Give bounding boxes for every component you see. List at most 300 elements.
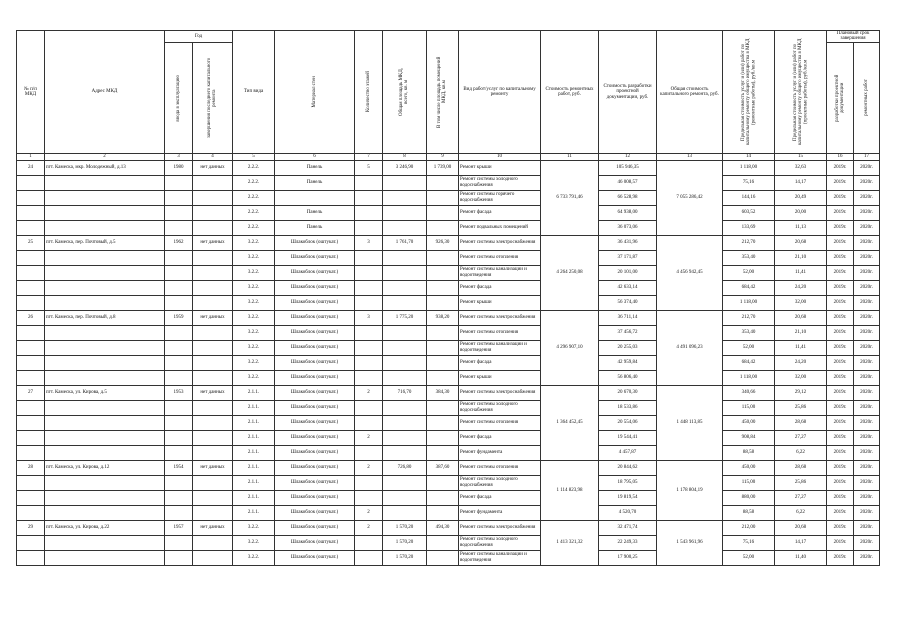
total-cost-cell: 4 491 096,23 <box>657 310 723 385</box>
term-design-cell: 2019г. <box>827 280 854 295</box>
term-design-cell: 2019г. <box>827 505 854 520</box>
limit-design-cell: 20,00 <box>775 205 827 220</box>
header-limit-repair: Предельная стоимость услуг и (или) работ по капитальному ремонту общего имущества в МКД (ремонтные работы), руб./кв.м <box>723 31 775 154</box>
rooms-area-cell <box>427 280 459 295</box>
mkd-number-cell: 28 <box>17 460 45 475</box>
repair-cost-cell: 4 264 250,08 <box>541 235 599 310</box>
mkd-number-cell <box>17 250 45 265</box>
total-area-cell <box>383 445 427 460</box>
total-area-cell <box>383 190 427 205</box>
term-design-cell: 2019г. <box>827 325 854 340</box>
capital-repair-table <box>16 30 880 566</box>
address-cell <box>45 220 165 235</box>
floors-cell: 2 <box>355 430 383 445</box>
rooms-area-cell: 494,30 <box>427 520 459 535</box>
mkd-number-cell <box>17 280 45 295</box>
design-cost-cell: 56 374,40 <box>599 295 657 310</box>
address-cell <box>45 280 165 295</box>
wall-material-cell: Шлакоблок (оштукат.) <box>275 490 355 505</box>
total-area-cell <box>383 265 427 280</box>
last-repair-cell <box>193 340 233 355</box>
limit-repair-cell: 1 118,00 <box>723 370 775 385</box>
limit-repair-cell: 52,00 <box>723 340 775 355</box>
type-cell: 2.2.2. <box>233 190 275 205</box>
commissioning-year-cell <box>165 265 193 280</box>
design-cost-cell: 4 457,87 <box>599 445 657 460</box>
column-number: 8 <box>383 153 427 160</box>
mkd-number-cell <box>17 205 45 220</box>
address-cell <box>45 370 165 385</box>
total-area-cell <box>383 325 427 340</box>
mkd-number-cell <box>17 295 45 310</box>
repair-cost-cell: 1 114 823,98 <box>541 460 599 520</box>
limit-repair-cell: 88,58 <box>723 505 775 520</box>
address-cell <box>45 355 165 370</box>
header-repair-cost: Стоимость ремонтных работ, руб. <box>541 31 599 154</box>
type-cell: 3.2.2. <box>233 280 275 295</box>
wall-material-cell: Шлакоблок (оштукат.) <box>275 505 355 520</box>
rooms-area-cell <box>427 340 459 355</box>
design-cost-cell: 20 670,30 <box>599 385 657 400</box>
last-repair-cell <box>193 550 233 565</box>
rooms-area-cell: 1 739,00 <box>427 160 459 175</box>
commissioning-year-cell <box>165 250 193 265</box>
term-design-cell: 2019г. <box>827 370 854 385</box>
table-row <box>17 445 880 460</box>
total-area-cell <box>383 400 427 415</box>
term-repair-cell: 2020г. <box>854 295 880 310</box>
header-total-cost: Общая стоимость капитального ремонта, руб. <box>657 31 723 154</box>
floors-cell <box>355 370 383 385</box>
floors-cell <box>355 475 383 490</box>
type-cell: 2.1.1. <box>233 400 275 415</box>
term-design-cell: 2019г. <box>827 340 854 355</box>
wall-material-cell: Шлакоблок (оштукат.) <box>275 265 355 280</box>
type-cell: 3.2.2. <box>233 295 275 310</box>
commissioning-year-cell: 1962 <box>165 235 193 250</box>
work-type-cell: Ремонт фундамента <box>459 505 541 520</box>
header-mkd-number: № п/п МКД <box>17 31 45 154</box>
last-repair-cell <box>193 175 233 190</box>
limit-design-cell: 27,27 <box>775 430 827 445</box>
address-cell <box>45 340 165 355</box>
last-repair-cell: нет данных <box>193 235 233 250</box>
type-cell: 3.2.2. <box>233 265 275 280</box>
limit-design-cell: 21,10 <box>775 325 827 340</box>
term-repair-cell: 2020г. <box>854 205 880 220</box>
term-repair-cell: 2020г. <box>854 535 880 550</box>
work-type-cell: Ремонт системы канализации и водоотведения <box>459 340 541 355</box>
mkd-number-cell <box>17 475 45 490</box>
total-area-cell: 1 570,20 <box>383 535 427 550</box>
term-repair-cell: 2020г. <box>854 430 880 445</box>
type-cell: 3.2.2. <box>233 235 275 250</box>
last-repair-cell <box>193 475 233 490</box>
wall-material-cell: Шлакоблок (оштукат.) <box>275 535 355 550</box>
limit-design-cell: 25,86 <box>775 400 827 415</box>
term-design-cell: 2019г. <box>827 475 854 490</box>
commissioning-year-cell <box>165 220 193 235</box>
table-row <box>17 280 880 295</box>
wall-material-cell: Шлакоблок (оштукат.) <box>275 355 355 370</box>
commissioning-year-cell <box>165 430 193 445</box>
limit-design-cell: 32,00 <box>775 295 827 310</box>
last-repair-cell <box>193 250 233 265</box>
limit-design-cell: 11,41 <box>775 265 827 280</box>
header-type: Тип вида <box>233 31 275 154</box>
limit-design-cell: 24,20 <box>775 280 827 295</box>
mkd-number-cell <box>17 490 45 505</box>
rooms-area-cell <box>427 220 459 235</box>
limit-repair-cell: 908,84 <box>723 430 775 445</box>
header-term-design: разработки проектной документации <box>827 42 854 153</box>
rooms-area-cell <box>427 325 459 340</box>
commissioning-year-cell <box>165 475 193 490</box>
floors-cell: 3 <box>355 310 383 325</box>
total-area-cell: 3 246,90 <box>383 160 427 175</box>
limit-design-cell: 32,63 <box>775 160 827 175</box>
term-repair-cell: 2020г. <box>854 445 880 460</box>
last-repair-cell <box>193 535 233 550</box>
work-type-cell: Ремонт подвальных помещений <box>459 220 541 235</box>
term-repair-cell: 2020г. <box>854 220 880 235</box>
term-design-cell: 2019г. <box>827 265 854 280</box>
address-cell <box>45 535 165 550</box>
rooms-area-cell <box>427 175 459 190</box>
total-area-cell <box>383 175 427 190</box>
limit-design-cell: 20,49 <box>775 190 827 205</box>
column-number: 15 <box>775 153 827 160</box>
address-cell <box>45 445 165 460</box>
term-design-cell: 2019г. <box>827 430 854 445</box>
term-repair-cell: 2020г. <box>854 280 880 295</box>
limit-design-cell: 11,41 <box>775 340 827 355</box>
mkd-number-cell <box>17 175 45 190</box>
design-cost-cell: 20 101,00 <box>599 265 657 280</box>
total-area-cell: 1 570,20 <box>383 520 427 535</box>
wall-material-cell: Шлакоблок (оштукат.) <box>275 250 355 265</box>
header-commissioning-year: ввода в эксплуатацию <box>165 42 193 153</box>
floors-cell <box>355 490 383 505</box>
design-cost-cell: 42 959,84 <box>599 355 657 370</box>
limit-repair-cell: 88,58 <box>723 445 775 460</box>
type-cell: 3.2.2. <box>233 550 275 565</box>
limit-repair-cell: 684,42 <box>723 355 775 370</box>
design-cost-cell: 42 633,14 <box>599 280 657 295</box>
wall-material-cell: Шлакоблок (оштукат.) <box>275 475 355 490</box>
wall-material-cell: Шлакоблок (оштукат.) <box>275 325 355 340</box>
column-number: 7 <box>355 153 383 160</box>
wall-material-cell: Шлакоблок (оштукат.) <box>275 235 355 250</box>
term-repair-cell: 2020г. <box>854 160 880 175</box>
address-cell <box>45 325 165 340</box>
limit-design-cell: 11,40 <box>775 550 827 565</box>
total-area-cell <box>383 250 427 265</box>
last-repair-cell <box>193 490 233 505</box>
type-cell: 3.2.2. <box>233 370 275 385</box>
type-cell: 3.2.2. <box>233 535 275 550</box>
last-repair-cell: нет данных <box>193 520 233 535</box>
commissioning-year-cell <box>165 415 193 430</box>
limit-repair-cell: 340,66 <box>723 385 775 400</box>
rooms-area-cell: 384,30 <box>427 385 459 400</box>
wall-material-cell: Шлакоблок (оштукат.) <box>275 460 355 475</box>
mkd-number-cell <box>17 370 45 385</box>
term-repair-cell: 2020г. <box>854 415 880 430</box>
limit-design-cell: 11,13 <box>775 220 827 235</box>
floors-cell <box>355 400 383 415</box>
address-cell: пгт. Камеска, ул. Кирова, д.5 <box>45 385 165 400</box>
commissioning-year-cell <box>165 370 193 385</box>
work-type-cell: Ремонт системы отопления <box>459 460 541 475</box>
mkd-number-cell: 27 <box>17 385 45 400</box>
wall-material-cell: Панель <box>275 205 355 220</box>
rooms-area-cell <box>427 295 459 310</box>
term-repair-cell: 2020г. <box>854 355 880 370</box>
term-repair-cell: 2020г. <box>854 340 880 355</box>
total-area-cell <box>383 370 427 385</box>
limit-design-cell: 28,68 <box>775 415 827 430</box>
column-number: 4 <box>193 153 233 160</box>
table-row <box>17 385 880 400</box>
design-cost-cell: 17 900,25 <box>599 550 657 565</box>
type-cell: 2.1.1. <box>233 505 275 520</box>
rooms-area-cell: 926,30 <box>427 235 459 250</box>
design-cost-cell: 36 073,06 <box>599 220 657 235</box>
last-repair-cell <box>193 205 233 220</box>
work-type-cell: Ремонт системы электроснабжения <box>459 520 541 535</box>
limit-repair-cell: 212,00 <box>723 520 775 535</box>
type-cell: 2.1.1. <box>233 490 275 505</box>
last-repair-cell <box>193 295 233 310</box>
table-row <box>17 400 880 415</box>
wall-material-cell <box>275 190 355 205</box>
header-address: Адрес МКД <box>45 31 165 154</box>
work-type-cell: Ремонт фасада <box>459 280 541 295</box>
total-area-cell: 1 761,70 <box>383 235 427 250</box>
limit-repair-cell: 133,69 <box>723 220 775 235</box>
table-row <box>17 190 880 205</box>
limit-repair-cell: 353,40 <box>723 250 775 265</box>
term-design-cell: 2019г. <box>827 550 854 565</box>
column-number: 11 <box>541 153 599 160</box>
design-cost-cell: 22 249,33 <box>599 535 657 550</box>
type-cell: 2.2.2. <box>233 220 275 235</box>
header-floors: Количество этажей <box>355 31 383 154</box>
type-cell: 2.1.1. <box>233 475 275 490</box>
term-repair-cell: 2020г. <box>854 460 880 475</box>
wall-material-cell: Шлакоблок (оштукат.) <box>275 520 355 535</box>
total-area-cell <box>383 490 427 505</box>
address-cell <box>45 490 165 505</box>
type-cell: 2.1.1. <box>233 460 275 475</box>
term-repair-cell: 2020г. <box>854 370 880 385</box>
work-type-cell: Ремонт системы отопления <box>459 415 541 430</box>
table-row <box>17 370 880 385</box>
address-cell <box>45 175 165 190</box>
type-cell: 3.2.2. <box>233 520 275 535</box>
wall-material-cell: Шлакоблок (оштукат.) <box>275 430 355 445</box>
table-row <box>17 340 880 355</box>
type-cell: 3.2.2. <box>233 325 275 340</box>
total-cost-cell: 4 456 942,45 <box>657 235 723 310</box>
mkd-number-cell <box>17 325 45 340</box>
mkd-number-cell: 29 <box>17 520 45 535</box>
floors-cell <box>355 340 383 355</box>
limit-design-cell: 24,20 <box>775 355 827 370</box>
type-cell: 2.1.1. <box>233 385 275 400</box>
total-area-cell: 1 775,20 <box>383 310 427 325</box>
term-design-cell: 2019г. <box>827 250 854 265</box>
limit-repair-cell: 144,16 <box>723 190 775 205</box>
header-rooms-area: В том числе площадь помещений МКД, кв.м <box>427 31 459 154</box>
work-type-cell: Ремонт системы электроснабжения <box>459 310 541 325</box>
term-repair-cell: 2020г. <box>854 235 880 250</box>
commissioning-year-cell <box>165 175 193 190</box>
term-repair-cell: 2020г. <box>854 175 880 190</box>
commissioning-year-cell <box>165 355 193 370</box>
design-cost-cell: 37 171,87 <box>599 250 657 265</box>
wall-material-cell: Панель <box>275 220 355 235</box>
term-design-cell: 2019г. <box>827 400 854 415</box>
last-repair-cell: нет данных <box>193 385 233 400</box>
work-type-cell: Ремонт системы отопления <box>459 325 541 340</box>
term-repair-cell: 2020г. <box>854 190 880 205</box>
mkd-number-cell <box>17 220 45 235</box>
term-design-cell: 2019г. <box>827 385 854 400</box>
floors-cell <box>355 325 383 340</box>
wall-material-cell: Шлакоблок (оштукат.) <box>275 550 355 565</box>
last-repair-cell <box>193 445 233 460</box>
column-number: 12 <box>599 153 657 160</box>
rooms-area-cell <box>427 250 459 265</box>
floors-cell <box>355 280 383 295</box>
wall-material-cell: Шлакоблок (оштукат.) <box>275 280 355 295</box>
wall-material-cell: Шлакоблок (оштукат.) <box>275 445 355 460</box>
rooms-area-cell <box>427 205 459 220</box>
last-repair-cell <box>193 355 233 370</box>
rooms-area-cell <box>427 505 459 520</box>
rooms-area-cell <box>427 355 459 370</box>
wall-material-cell: Панель <box>275 175 355 190</box>
floors-cell <box>355 415 383 430</box>
last-repair-cell <box>193 280 233 295</box>
limit-repair-cell: 115,00 <box>723 400 775 415</box>
table-row <box>17 490 880 505</box>
floors-cell: 5 <box>355 160 383 175</box>
column-number: 5 <box>233 153 275 160</box>
commissioning-year-cell: 1954 <box>165 460 193 475</box>
commissioning-year-cell: 1959 <box>165 310 193 325</box>
limit-repair-cell: 1 118,00 <box>723 160 775 175</box>
work-type-cell: Ремонт системы электроснабжения <box>459 235 541 250</box>
type-cell: 2.1.1. <box>233 430 275 445</box>
last-repair-cell: нет данных <box>193 310 233 325</box>
limit-design-cell: 20,68 <box>775 520 827 535</box>
column-number: 14 <box>723 153 775 160</box>
limit-design-cell: 29,12 <box>775 385 827 400</box>
wall-material-cell: Шлакоблок (оштукат.) <box>275 385 355 400</box>
work-type-cell: Ремонт системы канализации и водоотведения <box>459 550 541 565</box>
last-repair-cell: нет данных <box>193 160 233 175</box>
term-repair-cell: 2020г. <box>854 325 880 340</box>
work-type-cell: Ремонт системы холодного водоснабжения <box>459 535 541 550</box>
design-cost-cell: 64 938,00 <box>599 205 657 220</box>
total-area-cell <box>383 475 427 490</box>
wall-material-cell: Шлакоблок (оштукат.) <box>275 415 355 430</box>
term-repair-cell: 2020г. <box>854 520 880 535</box>
floors-cell: 2 <box>355 460 383 475</box>
rooms-area-cell <box>427 535 459 550</box>
floors-cell <box>355 220 383 235</box>
total-cost-cell: 1 178 804,19 <box>657 460 723 520</box>
limit-repair-cell: 1 118,00 <box>723 295 775 310</box>
design-cost-cell: 46 008,57 <box>599 175 657 190</box>
address-cell <box>45 430 165 445</box>
address-cell: пгт. Камеска, пер. Почтовый, д.5 <box>45 235 165 250</box>
rooms-area-cell <box>427 550 459 565</box>
total-area-cell: 716,70 <box>383 385 427 400</box>
column-number: 13 <box>657 153 723 160</box>
last-repair-cell <box>193 190 233 205</box>
floors-cell <box>355 535 383 550</box>
repair-cost-cell: 1 364 452,45 <box>541 385 599 460</box>
header-term-repair: ремонтных работ <box>854 42 880 153</box>
limit-repair-cell: 115,00 <box>723 475 775 490</box>
design-cost-cell: 18 533,86 <box>599 400 657 415</box>
repair-cost-cell: 4 296 907,10 <box>541 310 599 385</box>
total-area-cell <box>383 220 427 235</box>
work-type-cell: Ремонт системы холодного водоснабжения <box>459 475 541 490</box>
rooms-area-cell: 387,60 <box>427 460 459 475</box>
total-cost-cell: 1 543 961,96 <box>657 520 723 565</box>
design-cost-cell: 37 456,72 <box>599 325 657 340</box>
column-number: 9 <box>427 153 459 160</box>
table-row <box>17 205 880 220</box>
work-type-cell: Ремонт фасада <box>459 355 541 370</box>
total-area-cell <box>383 355 427 370</box>
commissioning-year-cell <box>165 295 193 310</box>
limit-design-cell: 21,10 <box>775 250 827 265</box>
address-cell <box>45 505 165 520</box>
address-cell: пгт. Камеска, ул. Кирова, д.12 <box>45 460 165 475</box>
total-area-cell <box>383 430 427 445</box>
work-type-cell: Ремонт крыши <box>459 295 541 310</box>
limit-repair-cell: 52,00 <box>723 265 775 280</box>
wall-material-cell: Шлакоблок (оштукат.) <box>275 400 355 415</box>
address-cell <box>45 190 165 205</box>
last-repair-cell <box>193 325 233 340</box>
table-row <box>17 535 880 550</box>
work-type-cell: Ремонт фасада <box>459 205 541 220</box>
rooms-area-cell <box>427 430 459 445</box>
header-last-repair-year: завершения последнего капитального ремонта <box>193 42 233 153</box>
term-design-cell: 2019г. <box>827 205 854 220</box>
floors-cell <box>355 175 383 190</box>
address-cell <box>45 550 165 565</box>
limit-repair-cell: 450,00 <box>723 460 775 475</box>
term-repair-cell: 2020г. <box>854 490 880 505</box>
mkd-number-cell <box>17 400 45 415</box>
term-repair-cell: 2020г. <box>854 385 880 400</box>
type-cell: 2.1.1. <box>233 415 275 430</box>
term-design-cell: 2019г. <box>827 235 854 250</box>
limit-repair-cell: 212,70 <box>723 235 775 250</box>
rooms-area-cell: 938,20 <box>427 310 459 325</box>
design-cost-cell: 56 806,40 <box>599 370 657 385</box>
limit-repair-cell: 75,16 <box>723 535 775 550</box>
floors-cell <box>355 265 383 280</box>
